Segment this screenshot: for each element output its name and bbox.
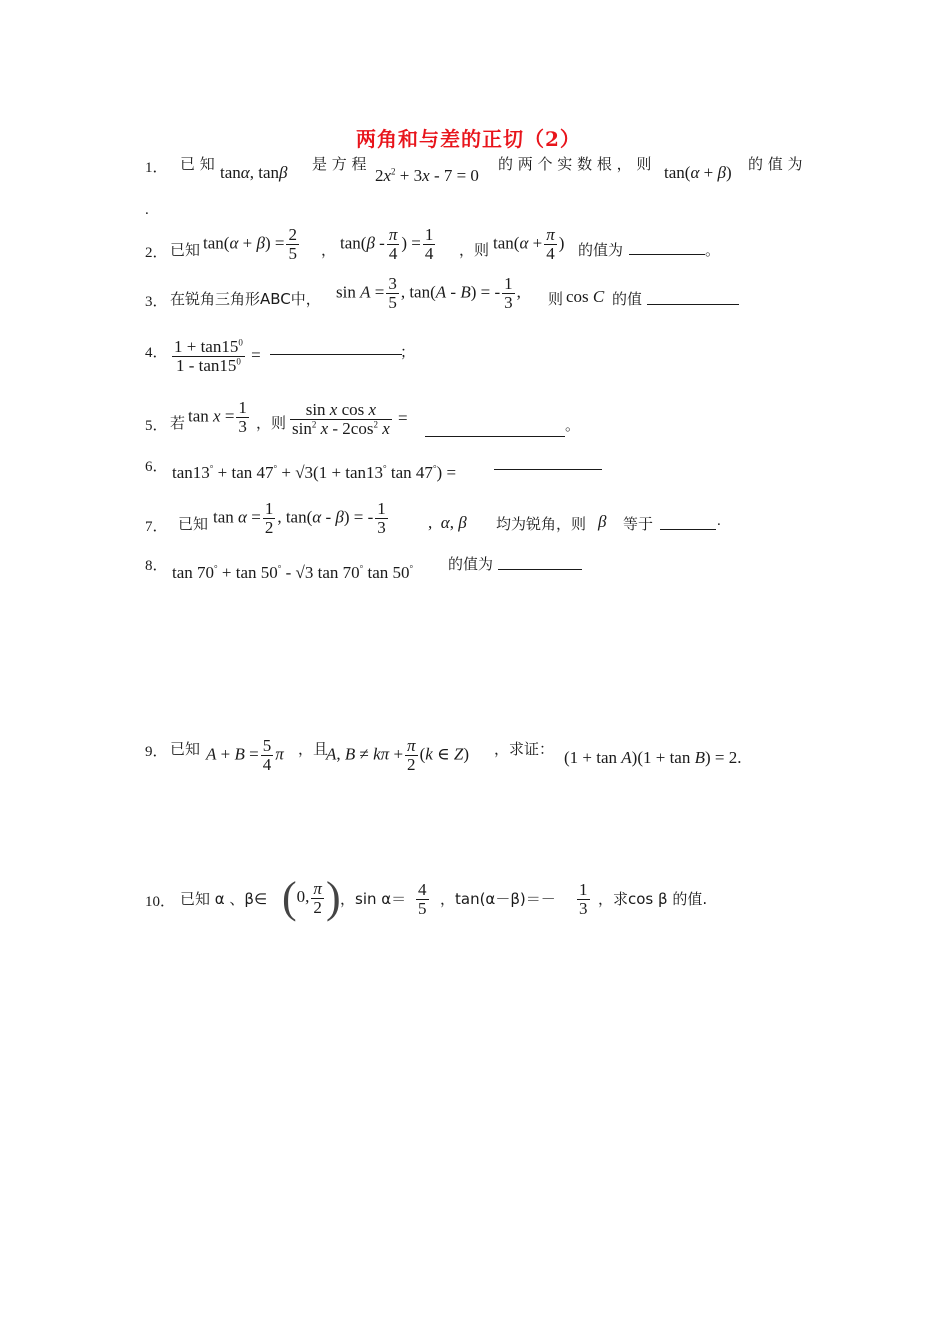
question-number: 2． (145, 245, 168, 261)
question-text: 若 (170, 414, 186, 432)
math-expr: A, B ≠ kπ + $\frac{\pi}{2}$ (k ∈ Z) (326, 736, 470, 774)
math-expr: $\frac{1}{3}$ (579, 880, 588, 918)
math-expr: cos C (566, 287, 605, 306)
math-expr: $\frac{4}{5}$ (418, 880, 427, 918)
question-number: 5． (145, 418, 168, 434)
answer-blank[interactable] (660, 529, 716, 530)
question-text: 等于 (623, 515, 654, 533)
answer-blank[interactable] (425, 436, 565, 437)
answer-blank[interactable] (270, 354, 402, 355)
answer-blank[interactable] (647, 304, 739, 305)
question-text: ，则 (256, 414, 287, 432)
question-text: 。 (565, 416, 581, 434)
question-text: ，且 (298, 740, 329, 758)
question-text: 是 方 程 (312, 155, 367, 173)
question-text: 已知 α 、β∈ (180, 890, 268, 908)
question-text: ，求cos β 的值. (598, 890, 708, 908)
question-text: 。 (705, 241, 721, 259)
answer-blank[interactable] (494, 469, 602, 470)
math-expr: , α, β (428, 513, 467, 532)
question-text: 的 两 个 实 数 根 ， 则 (498, 155, 652, 173)
question-text: 已知 (170, 740, 201, 758)
question-text: 已 知 (180, 155, 215, 173)
math-expr: $\frac{\text{sin x cos x}}{\sin^2 x - 2\cos^2 x}$ = (292, 400, 408, 438)
question-number: 10． (145, 894, 176, 910)
page-title: 两角和与差的正切（2） (356, 127, 581, 151)
question-text: 则 (548, 290, 564, 308)
question-text: ， (321, 241, 337, 259)
question-number: 7． (145, 519, 168, 535)
question-text: . (717, 513, 721, 529)
question-text: ，tan(α－β)＝－ (440, 890, 556, 908)
question-text: 在锐角三角形ABC中， (170, 290, 321, 308)
question-text: 已知 (170, 241, 201, 259)
math-expr: A + B = $\frac{5}{4}$ π (206, 736, 284, 774)
question-text: ； (400, 343, 416, 361)
math-expr: tanα, tanβ (220, 163, 288, 182)
math-expr: (1 + tan A)(1 + tan B) = 2. (564, 748, 742, 767)
answer-blank[interactable] (629, 254, 705, 255)
math-expr: tan13° + tan 47° + √3(1 + tan13° tan 47°) = (172, 463, 457, 482)
question-number: 4． (145, 345, 168, 361)
question-text: . (145, 202, 149, 218)
question-text: 的值 (612, 290, 643, 308)
math-expr: tan(α + $\frac{\pi}{4}$ ) (493, 225, 565, 263)
question-number: 1． (145, 160, 168, 176)
question-text: ，sin α＝ (340, 890, 407, 908)
question-text: 的 值 为 (748, 155, 803, 173)
math-expr: tan x = $\frac{1}{3}$ (188, 398, 247, 436)
question-number: 9． (145, 744, 168, 760)
math-expr: sin A = $\frac{3}{5}$ , tan(A - B) = - $\frac{1}{3}$ , (336, 274, 521, 312)
question-text: 的值为 (448, 555, 494, 573)
math-expr: tan 70° + tan 50° - √3 tan 70° tan 50° (172, 563, 414, 582)
question-text: 均为锐角，则 (496, 515, 587, 533)
math-expr: tan(α + β) = $\frac{2}{5}$ (203, 225, 297, 263)
math-expr: $2x^2 + 3x - 7 = 0$ (375, 166, 479, 185)
question-number: 6． (145, 459, 168, 475)
math-expr: tan(α + β) (664, 163, 732, 182)
question-text: ，则 (459, 241, 490, 259)
math-expr: $\frac{1 + \tan 15^0}{1 - \tan 15^0}$ = (174, 337, 261, 375)
question-number: 3． (145, 294, 168, 310)
math-expr: tan α = $\frac{1}{2}$ , tan(α - β) = - $\frac{1}{3}$ (213, 499, 386, 537)
question-text: 的值为 (578, 241, 624, 259)
question-number: 8． (145, 558, 168, 574)
question-text: ，求证： (494, 740, 555, 758)
math-expr: tan(β - $\frac{\pi}{4}$ ) = $\frac{1}{4}$ (340, 225, 434, 263)
math-expr: (0, $\frac{\pi}{2}$ ) (282, 873, 341, 922)
answer-blank[interactable] (498, 569, 582, 570)
math-expr: β (598, 512, 607, 531)
question-text: 已知 (178, 515, 209, 533)
